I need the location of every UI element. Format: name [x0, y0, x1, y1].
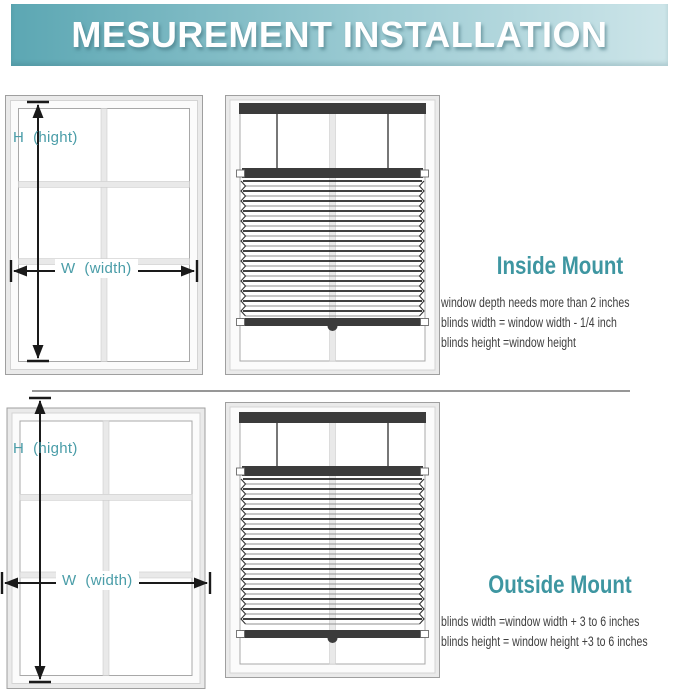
blinds-inside-svg	[225, 95, 440, 375]
height-label: H (hight)	[13, 440, 78, 457]
spec-line: blinds width = window width - 1/4 inch	[441, 315, 617, 330]
inside-mount-section	[441, 252, 679, 353]
outside-mount-window-diagram	[0, 396, 212, 689]
inside-mount-window-diagram	[5, 95, 203, 375]
outside-mount-heading: Outside Mount	[488, 571, 632, 599]
banner-title: MESUREMENT INSTALLATION	[71, 14, 608, 55]
spec-line: blinds height =window height	[441, 335, 576, 350]
inside-mount-blinds-diagram	[225, 95, 440, 375]
width-label: W (width)	[55, 259, 138, 278]
section-divider	[32, 390, 630, 392]
blinds-outside-svg	[225, 402, 440, 678]
inside-mount-lines	[441, 293, 679, 353]
spec-line: blinds height = window height +3 to 6 inches	[441, 634, 648, 649]
outside-mount-lines	[441, 612, 679, 652]
spec-line: window depth needs more than 2 inches	[441, 295, 630, 310]
width-label: W (width)	[56, 571, 139, 590]
outside-mount-section	[441, 571, 679, 652]
spec-line: blinds width =window width + 3 to 6 inches	[441, 614, 640, 629]
outside-mount-blinds-diagram	[225, 402, 440, 678]
banner	[11, 4, 668, 66]
height-label: H (hight)	[13, 129, 78, 146]
inside-mount-heading: Inside Mount	[496, 252, 624, 280]
